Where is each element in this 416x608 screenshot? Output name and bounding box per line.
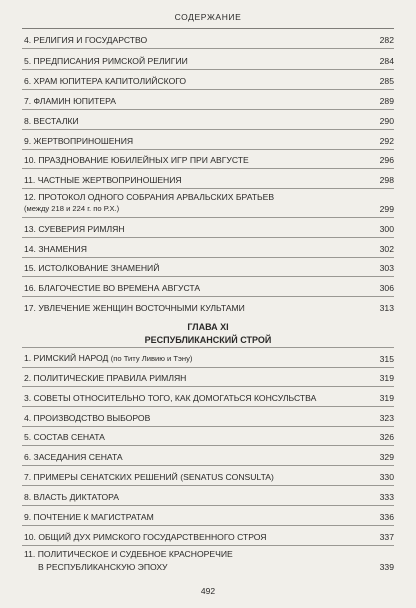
toc-entry-page: 313 <box>379 303 394 313</box>
chapter-heading <box>22 321 394 347</box>
toc-entry-page: 296 <box>379 155 394 165</box>
running-header <box>22 10 394 29</box>
toc-entry[interactable] <box>22 486 394 506</box>
toc-entry[interactable] <box>22 506 394 526</box>
toc-entry-title: 2. ПОЛИТИЧЕСКИЕ ПРАВИЛА РИМЛЯН <box>24 373 187 383</box>
toc-entry-page: 323 <box>379 413 394 423</box>
toc-entry[interactable] <box>22 297 394 316</box>
toc-entry-title: 10. ОБЩИЙ ДУХ РИМСКОГО ГОСУДАРСТВЕННОГО СТРОЯ <box>24 532 267 542</box>
toc-entry-title: 6. ЗАСЕДАНИЯ СЕНАТА <box>24 452 123 462</box>
toc-entry-title: 15. ИСТОЛКОВАНИЕ ЗНАМЕНИЙ <box>24 263 160 273</box>
toc-entry-page: 302 <box>379 244 394 254</box>
toc-entry[interactable] <box>22 30 394 49</box>
toc-entry-title: 1. РИМСКИЙ НАРОД (по Титу Ливию и Тэну) <box>24 353 193 363</box>
toc-entry-page: 319 <box>379 373 394 383</box>
toc-entry-page: 289 <box>379 96 394 106</box>
toc-entry[interactable] <box>22 150 394 169</box>
toc-entry-title: 6. ХРАМ ЮПИТЕРА КАПИТОЛИЙСКОГО <box>24 76 187 86</box>
toc-entry-page: 299 <box>379 204 394 214</box>
toc-entry-title: 5. СОСТАВ СЕНАТА <box>24 432 105 442</box>
toc-entry-title: 4. РЕЛИГИЯ И ГОСУДАРСТВО <box>24 35 148 45</box>
toc-entry[interactable] <box>22 277 394 297</box>
toc-entry-title: 7. ПРИМЕРЫ СЕНАТСКИХ РЕШЕНИЙ (SENATUS CONSULTA) <box>24 472 274 482</box>
toc-entry-page: 339 <box>379 562 394 572</box>
toc-entry[interactable] <box>22 110 394 130</box>
toc-entry[interactable] <box>22 50 394 70</box>
toc-entry[interactable] <box>22 90 394 110</box>
toc-entry-page: 285 <box>379 76 394 86</box>
toc-entry-title: 5. ПРЕДПИСАНИЯ РИМСКОЙ РЕЛИГИИ <box>24 56 188 66</box>
toc-entry-title: 14. ЗНАМЕНИЯ <box>24 244 87 254</box>
toc-entry-title: 16. БЛАГОЧЕСТИЕ ВО ВРЕМЕНА АВГУСТА <box>24 283 201 293</box>
toc-entry-title: 13. СУЕВЕРИЯ РИМЛЯН <box>24 224 125 234</box>
toc-entry-page: 292 <box>379 136 394 146</box>
toc-entry-title-continued: В РЕСПУБЛИКАНСКУЮ ЭПОХУ <box>38 562 168 572</box>
toc-entry[interactable] <box>22 169 394 189</box>
toc-entry-title: 11. ПОЛИТИЧЕСКОЕ И СУДЕБНОЕ КРАСНОРЕЧИЕ <box>24 549 233 559</box>
chapter-title: РЕСПУБЛИКАНСКИЙ СТРОЙ <box>144 335 272 345</box>
chapter-number: ГЛАВА XI <box>187 322 229 332</box>
toc-entry-page: 330 <box>379 472 394 482</box>
toc-entry-title: 12. ПРОТОКОЛ ОДНОГО СОБРАНИЯ АРВАЛЬСКИХ БРАТЬЕВ <box>24 192 275 202</box>
toc-entry-page: 319 <box>379 393 394 403</box>
toc-entry-title: 4. ПРОИЗВОДСТВО ВЫБОРОВ <box>24 413 151 423</box>
toc-entry-page: 329 <box>379 452 394 462</box>
toc-entry[interactable] <box>22 466 394 486</box>
toc-entry-page: 306 <box>379 283 394 293</box>
toc-entry-page: 315 <box>379 354 394 364</box>
toc-entry[interactable] <box>22 446 394 466</box>
toc-entry[interactable] <box>22 387 394 407</box>
toc-entry-subtitle: (по Титу Ливию и Тэну) <box>110 354 193 363</box>
toc-entry-two-line[interactable] <box>22 546 394 575</box>
toc-entry-page: 284 <box>379 56 394 66</box>
toc-entry-page: 298 <box>379 175 394 185</box>
running-header-title: СОДЕРЖАНИЕ <box>174 12 242 22</box>
toc-entry[interactable] <box>22 427 394 446</box>
toc-entry-title: 17. УВЛЕЧЕНИЕ ЖЕНЩИН ВОСТОЧНЫМИ КУЛЬТАМИ <box>24 303 245 313</box>
toc-entry[interactable] <box>22 238 394 258</box>
toc-entry-page: 303 <box>379 263 394 273</box>
toc-entry-title: 7. ФЛАМИН ЮПИТЕРА <box>24 96 117 106</box>
toc-entry-page: 300 <box>379 224 394 234</box>
toc-entry[interactable] <box>22 258 394 277</box>
toc-entry-page: 337 <box>379 532 394 542</box>
toc-entry[interactable] <box>22 130 394 150</box>
toc-entry-title: 3. СОВЕТЫ ОТНОСИТЕЛЬНО ТОГО, КАК ДОМОГАТЬСЯ КОНСУЛЬСТВА <box>24 393 317 403</box>
toc-entry[interactable] <box>22 347 394 368</box>
toc-entry-title: 10. ПРАЗДНОВАНИЕ ЮБИЛЕЙНЫХ ИГР ПРИ АВГУСТЕ <box>24 155 249 165</box>
toc-entry[interactable] <box>22 407 394 427</box>
toc-entry-title: 11. ЧАСТНЫЕ ЖЕРТВОПРИНОШЕНИЯ <box>24 175 182 185</box>
toc-entry-page: 336 <box>379 512 394 522</box>
toc-entry-page: 290 <box>379 116 394 126</box>
toc-entry[interactable] <box>22 218 394 238</box>
toc-entry[interactable] <box>22 367 394 387</box>
toc-entry-page: 333 <box>379 492 394 502</box>
toc-entry[interactable] <box>22 526 394 546</box>
toc-entry-title: 8. ВЕСТАЛКИ <box>24 116 79 126</box>
toc-entry-two-line[interactable] <box>22 189 394 218</box>
toc-entry[interactable] <box>22 70 394 90</box>
toc-entry-subtitle: (между 218 и 224 г. по Р.Х.) <box>24 204 120 213</box>
toc-entry-title: 8. ВЛАСТЬ ДИКТАТОРА <box>24 492 120 502</box>
toc-entry-title: 9. ЖЕРТВОПРИНОШЕНИЯ <box>24 136 134 146</box>
page-number: 492 <box>200 586 216 596</box>
toc-entry-title: 9. ПОЧТЕНИЕ К МАГИСТРАТАМ <box>24 512 154 522</box>
toc-entry-page: 282 <box>379 35 394 45</box>
toc-entry-page: 326 <box>379 432 394 442</box>
